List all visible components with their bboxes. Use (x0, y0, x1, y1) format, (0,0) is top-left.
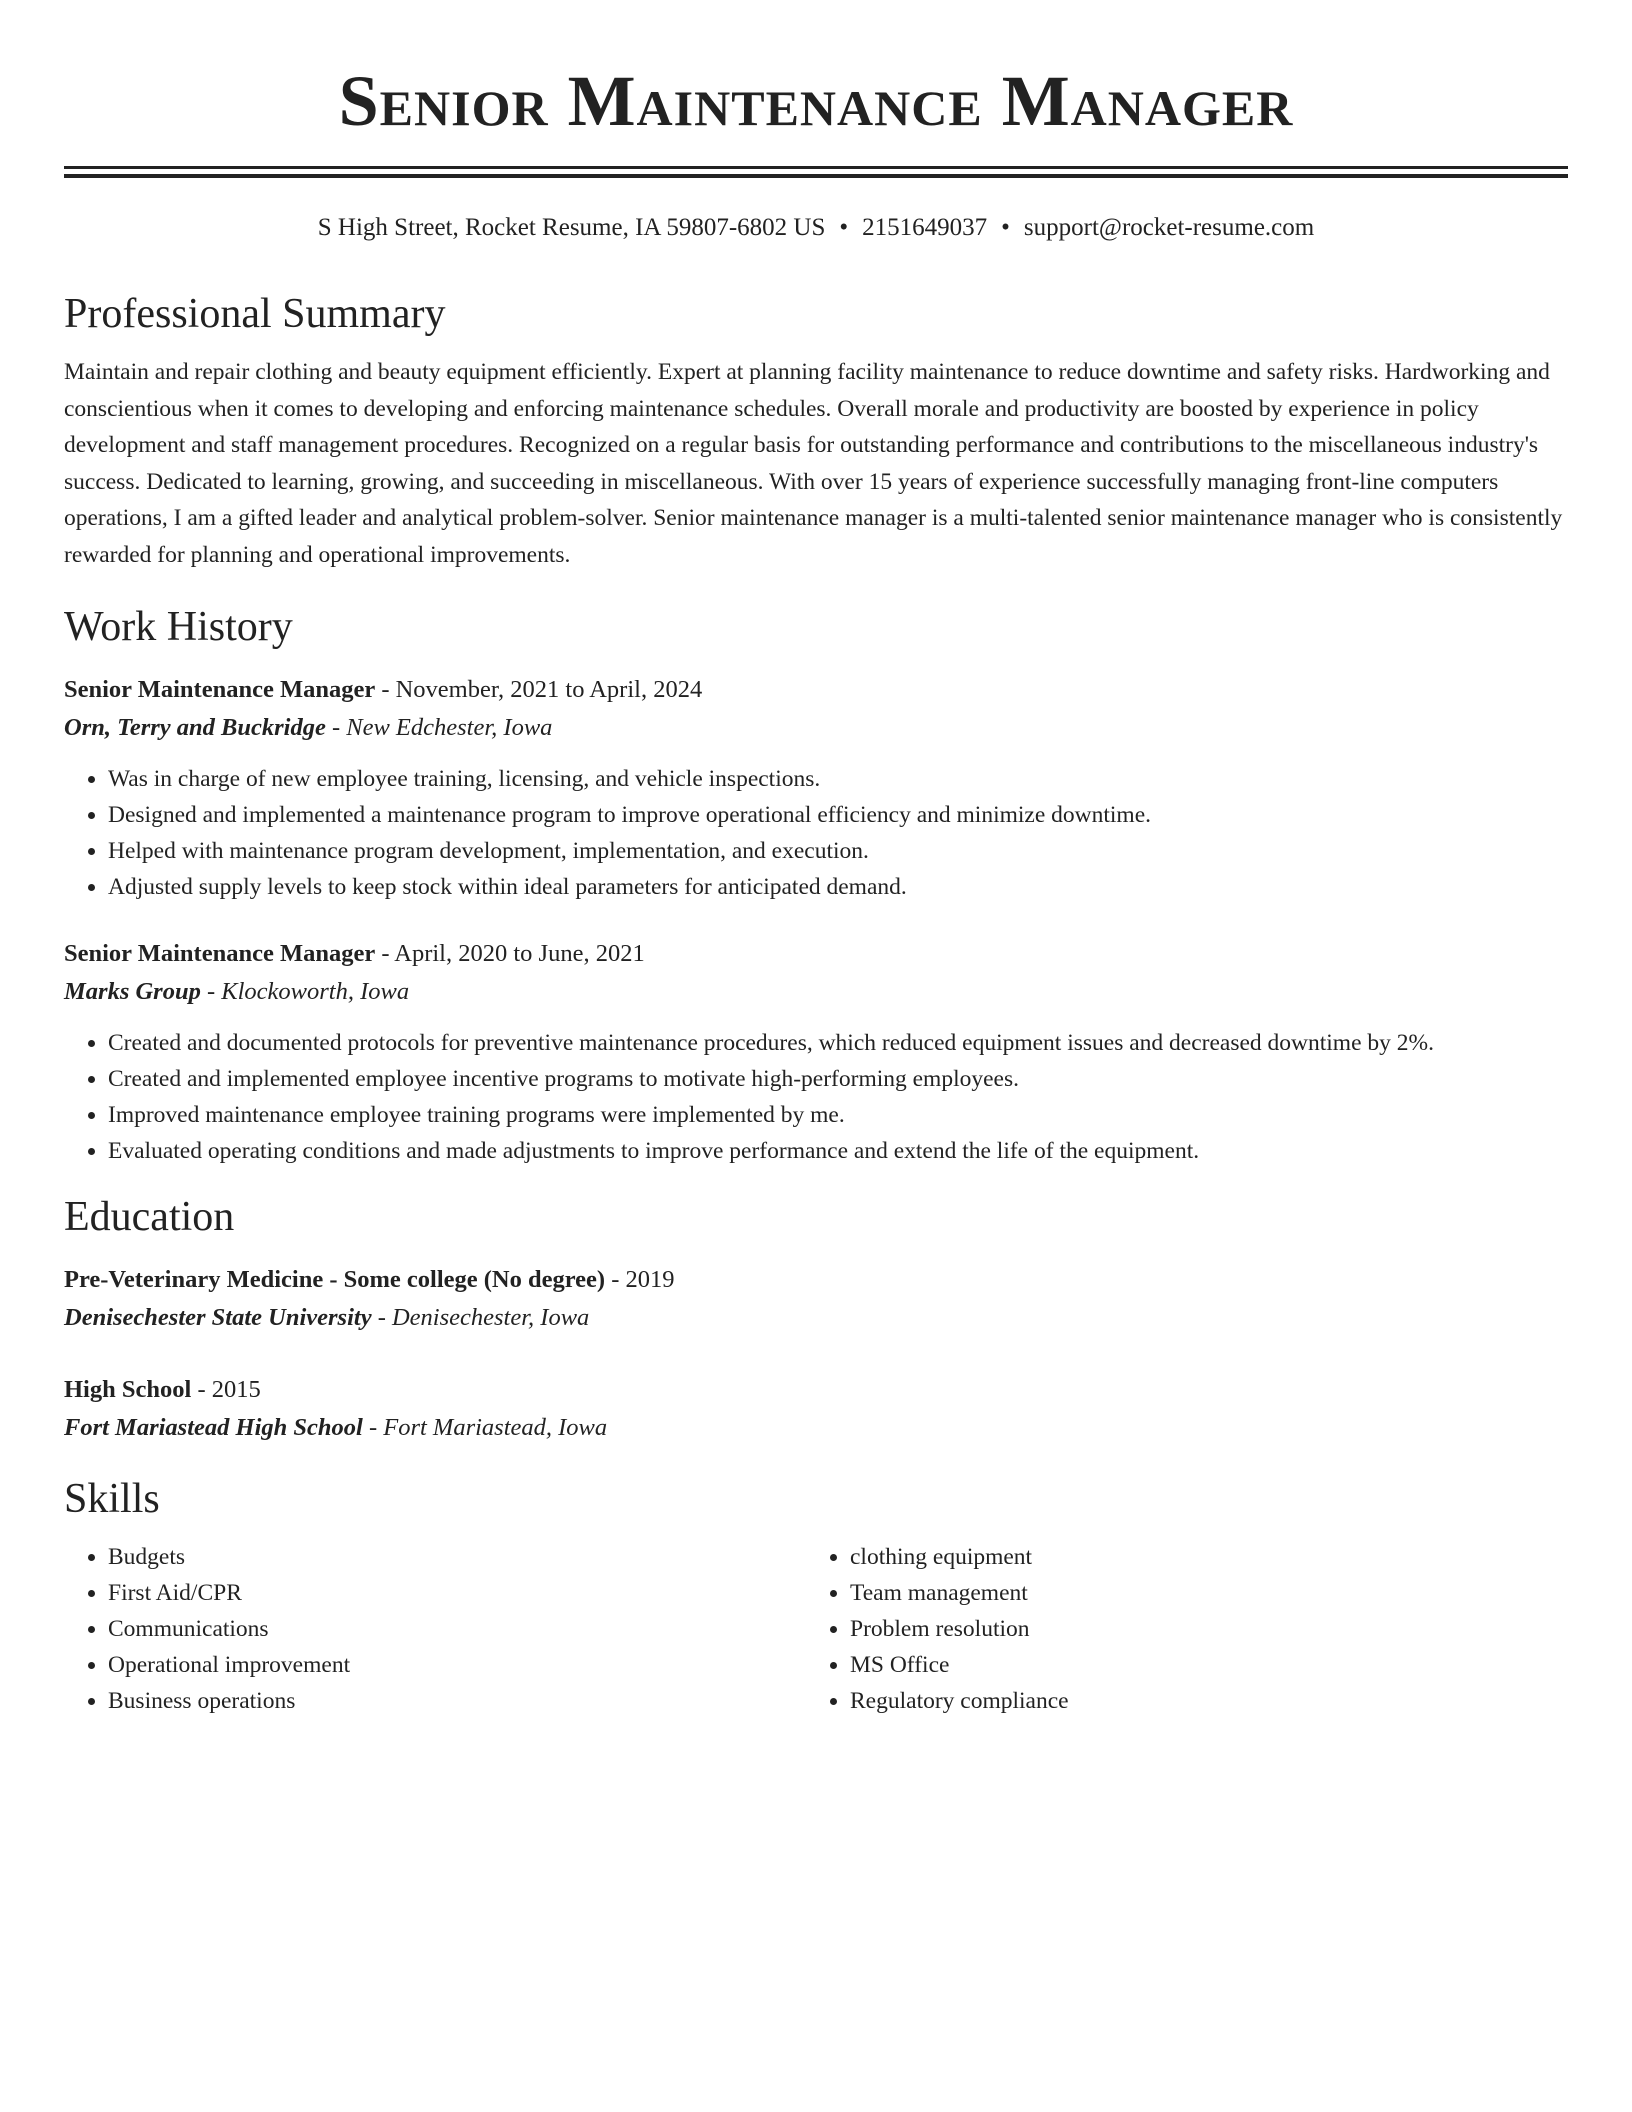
education-location: - Denisechester, Iowa (371, 1304, 590, 1331)
job-bullet: • Designed and implemented a maintenance program to improve operational efficiency and minimize downtime. (108, 797, 1568, 833)
contact-separator: • (839, 214, 849, 241)
job-bullet: • Evaluated operating conditions and made adjustments to improve performance and extend the life of the equipment. (108, 1133, 1568, 1169)
job-bullets (64, 1025, 1568, 1169)
job-bullet: • Created and implemented employee incentive programs to motivate high-performing employees. (108, 1061, 1568, 1097)
job-location: - Klockoworth, Iowa (200, 978, 410, 1005)
education-heading: Education (64, 1194, 235, 1240)
contact-email: support@rocket-resume.com (1023, 214, 1315, 241)
education-header (64, 1261, 1568, 1299)
skill-item: • Problem resolution (850, 1611, 1548, 1647)
skill-item: • Operational improvement (108, 1647, 806, 1683)
job-entry (64, 935, 1568, 1169)
summary-text: Maintain and repair clothing and beauty equipment efficiently. Expert at planning facility maintenance to reduce downtime and safety risks. Hardworking and conscientious when it comes to developing and enforcing maintenance schedules. Overall morale and productivity are boosted by experience in policy development and staff management procedures. Recognized on a regular basis for outstanding performance and contributions to the miscellaneous industry's success. Dedicated to learning, growing, and succeeding in miscellaneous. With over 15 years of experience successfully managing front-line computers operations, I am a gifted leader and analytical problem-solver. Senior maintenance manager is a multi-talented senior maintenance manager who is consistently rewarded for planning and operational improvements. (64, 359, 1563, 568)
education-entry (64, 1261, 1568, 1337)
job-bullets (64, 761, 1568, 905)
skills-list (64, 1539, 1568, 1719)
education-school-line (64, 1299, 1568, 1337)
job-bullet: • Improved maintenance employee training programs were implemented by me. (108, 1097, 1568, 1133)
job-role: Senior Maintenance Manager (64, 676, 376, 703)
education-location: - Fort Mariastead, Iowa (362, 1414, 608, 1441)
job-entry (64, 671, 1568, 905)
skill-item: • MS Office (850, 1647, 1548, 1683)
summary-heading: Professional Summary (64, 291, 446, 337)
job-dates: - November, 2021 to April, 2024 (375, 676, 703, 703)
skills-heading: Skills (64, 1476, 160, 1522)
education-year: - 2019 (605, 1266, 675, 1293)
skill-item: • Regulatory compliance (850, 1683, 1548, 1719)
contact-address: S High Street, Rocket Resume, IA 59807-6802 US (317, 214, 826, 241)
education-school-line (64, 1409, 1568, 1447)
job-header (64, 935, 1568, 973)
job-role: Senior Maintenance Manager (64, 940, 376, 967)
skill-item: • Budgets (108, 1539, 806, 1575)
job-header (64, 671, 1568, 709)
job-company: Marks Group (64, 978, 201, 1005)
contact-line (64, 212, 1568, 244)
education-degree: Pre-Veterinary Medicine - Some college (No degree) (64, 1266, 606, 1293)
skill-item: • clothing equipment (850, 1539, 1548, 1575)
skill-item: • Business operations (108, 1683, 806, 1719)
job-dates: - April, 2020 to June, 2021 (375, 940, 645, 967)
education-degree: High School (64, 1376, 192, 1403)
skills-column-right (806, 1539, 1548, 1719)
header-double-rule (64, 166, 1568, 178)
skill-item: • Communications (108, 1611, 806, 1647)
job-bullet: • Adjusted supply levels to keep stock within ideal parameters for anticipated demand. (108, 869, 1568, 905)
education-school: Fort Mariastead High School (64, 1414, 363, 1441)
education-school: Denisechester State University (64, 1304, 372, 1331)
job-bullet: • Helped with maintenance program development, implementation, and execution. (108, 833, 1568, 869)
job-bullet: • Created and documented protocols for preventive maintenance procedures, which reduced equipment issues and decreased downtime by 2%. (108, 1025, 1568, 1061)
skills-column-left (64, 1539, 806, 1719)
resume-name-title: Senior Maintenance Manager (338, 61, 1294, 141)
skill-item: • Team management (850, 1575, 1548, 1611)
education-year: - 2015 (191, 1376, 261, 1403)
education-entry (64, 1371, 1568, 1447)
contact-phone: 2151649037 (862, 214, 988, 241)
job-company-line (64, 973, 1568, 1011)
job-location: - New Edchester, Iowa (325, 714, 553, 741)
education-header (64, 1371, 1568, 1409)
skill-item: • First Aid/CPR (108, 1575, 806, 1611)
job-company-line (64, 709, 1568, 747)
job-company: Orn, Terry and Buckridge (64, 714, 326, 741)
job-bullet: • Was in charge of new employee training, licensing, and vehicle inspections. (108, 761, 1568, 797)
work-history-heading: Work History (64, 604, 293, 650)
contact-separator: • (1001, 214, 1010, 241)
